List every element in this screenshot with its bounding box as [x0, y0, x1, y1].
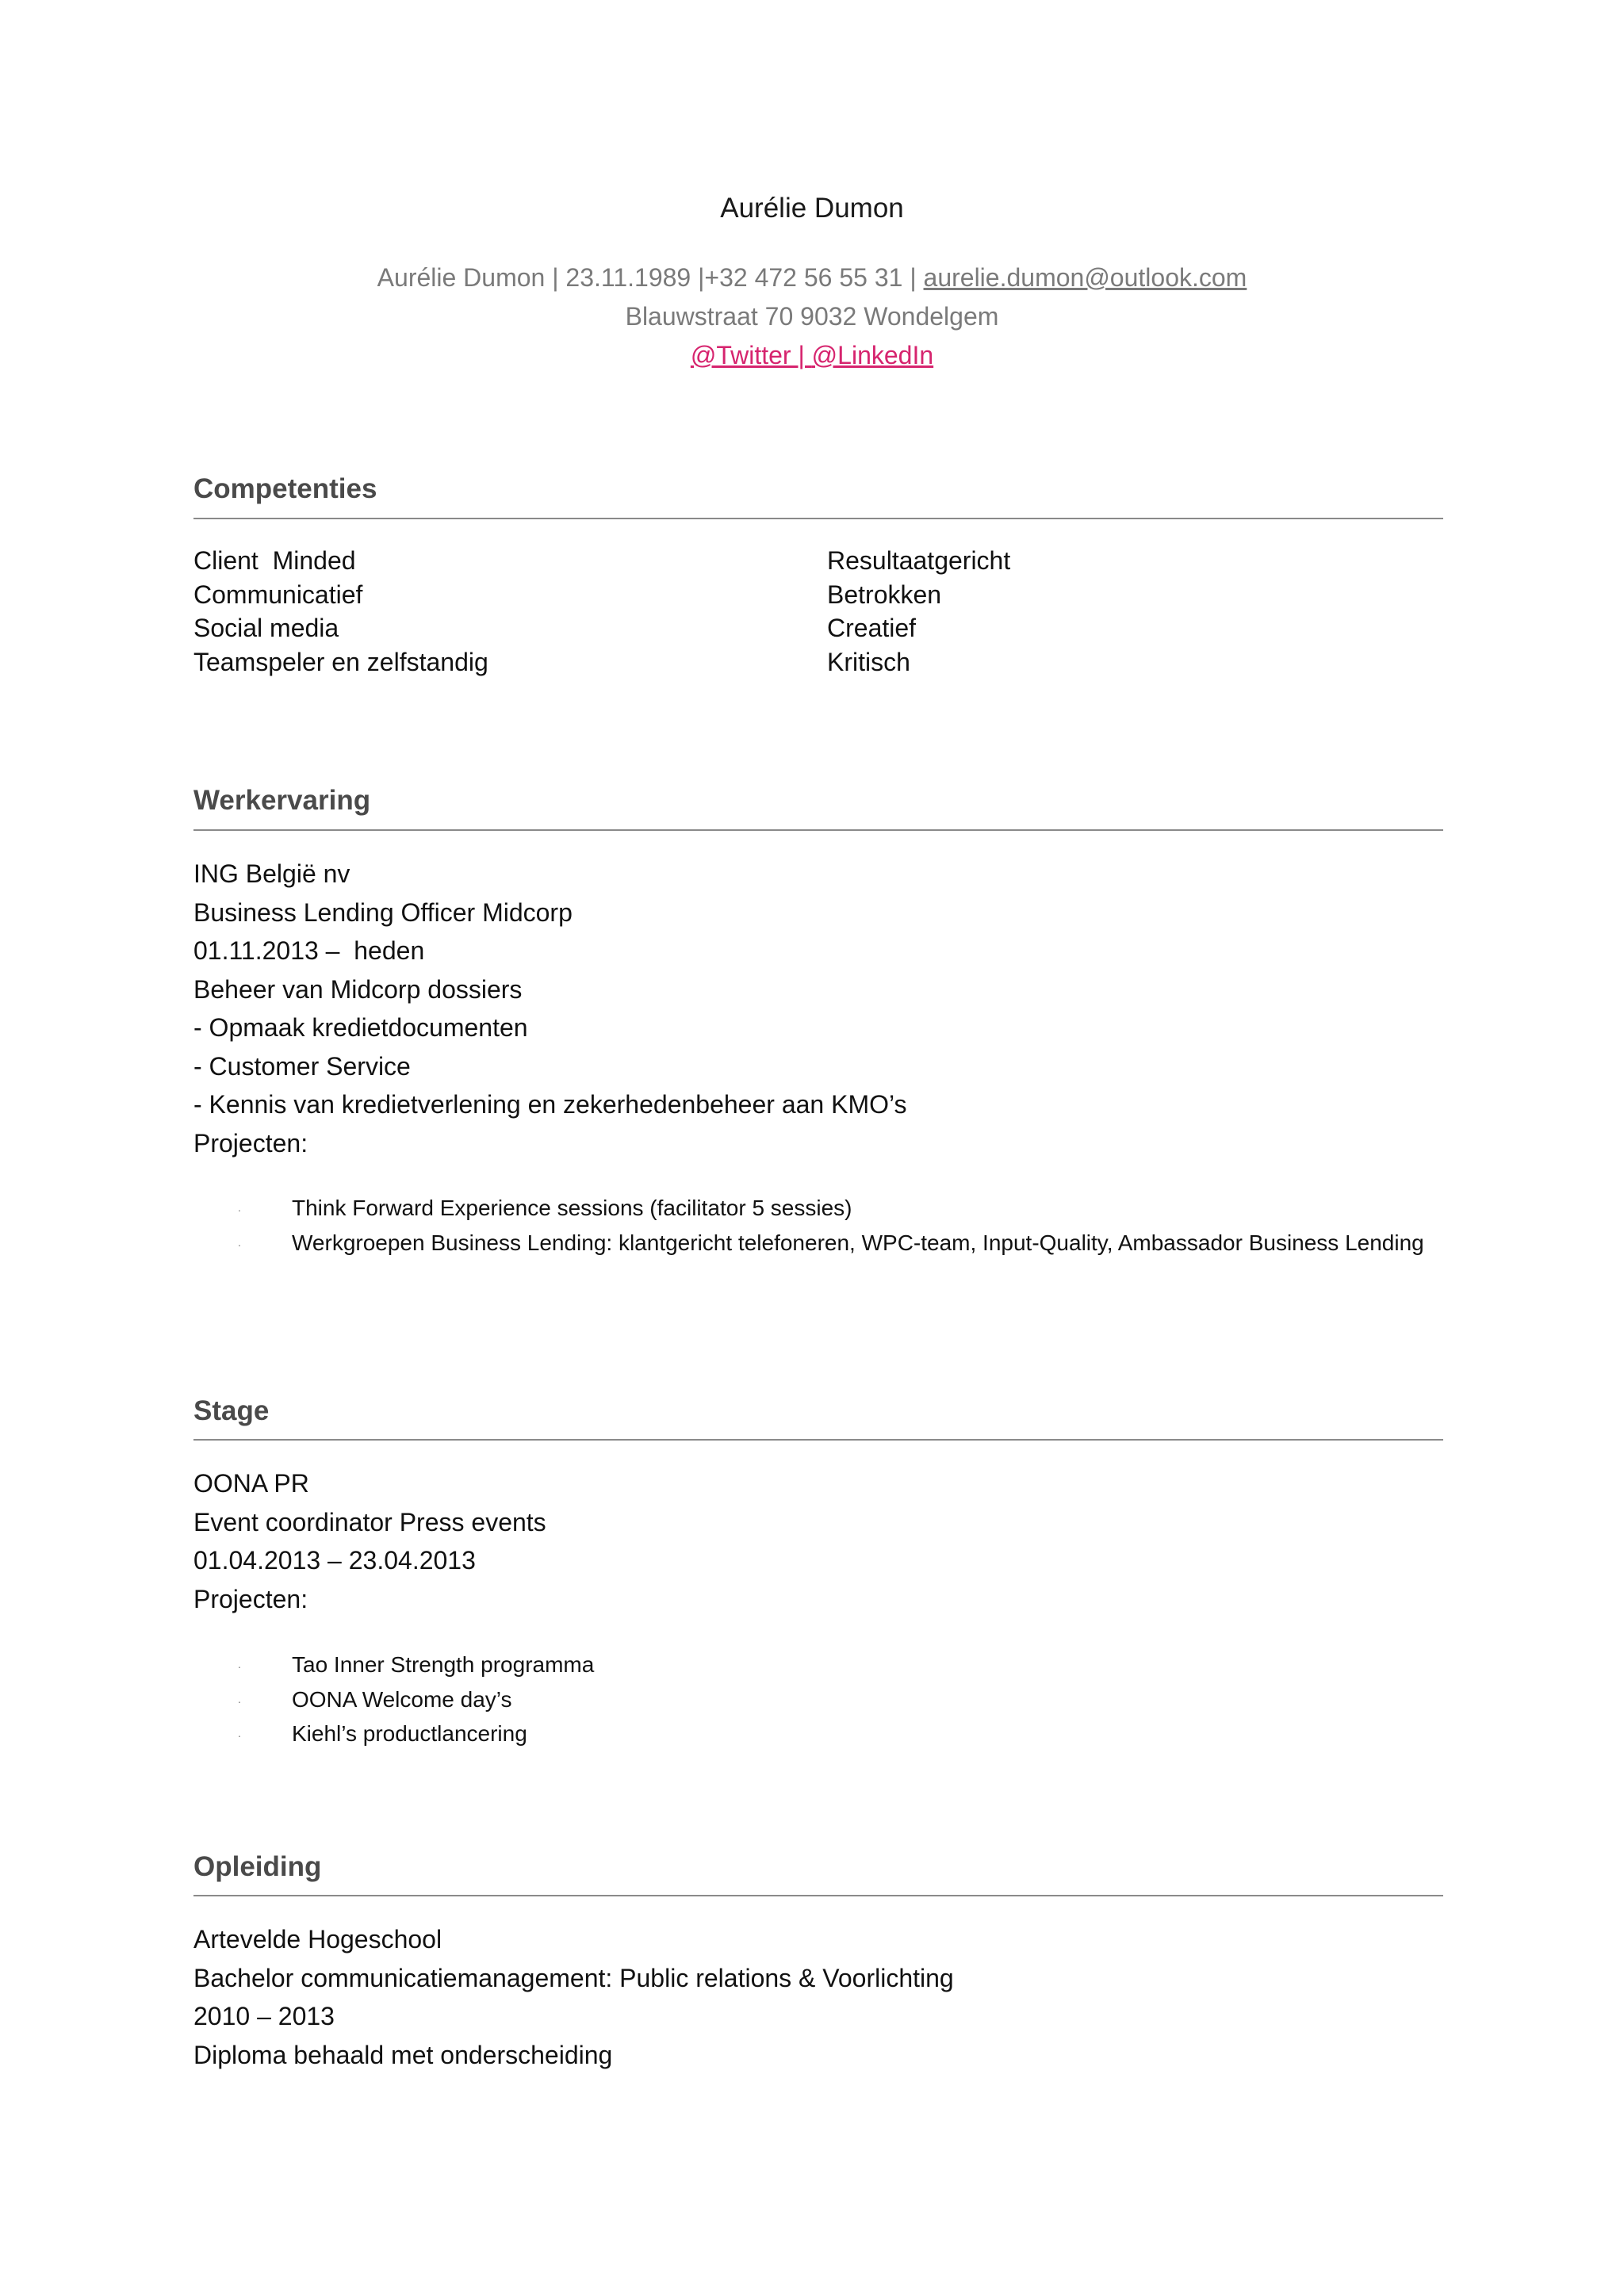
competentie-item: Resultaatgericht — [827, 546, 1011, 575]
competentie-item: Creatief — [827, 614, 917, 642]
link-separator: | — [798, 341, 812, 369]
competentie-item: Social media — [193, 614, 339, 642]
section-heading-stage: Stage — [193, 1395, 270, 1426]
list-item: . Think Forward Experience sessions (facilitator 5 sessies) — [238, 1191, 1434, 1226]
list-item: . Kiehl’s productlancering — [238, 1716, 1434, 1751]
page-title: Aurélie Dumon — [720, 193, 904, 224]
competentie-item: Teamspeler en zelfstandig — [193, 647, 488, 676]
degree-note: Diploma behaald met onderscheiding — [193, 2040, 613, 2069]
opleiding-details — [193, 1920, 954, 2074]
job-period: 01.04.2013 – 23.04.2013 — [193, 1546, 476, 1575]
stage-details — [193, 1464, 546, 1618]
linkedin-link[interactable]: @LinkedIn — [811, 341, 934, 369]
bullet-icon: . — [238, 1201, 241, 1214]
projects-label: Projecten: — [193, 1584, 308, 1613]
section-heading-werkervaring: Werkervaring — [193, 785, 371, 816]
bullet-icon: . — [238, 1235, 241, 1249]
job-description: Beheer van Midcorp dossiers — [193, 974, 523, 1004]
degree: Bachelor communicatiemanagement: Public relations & Voorlichting — [193, 1963, 954, 1992]
competentie-item: Client Minded — [193, 546, 356, 575]
bullet-icon: . — [238, 1692, 241, 1705]
job-task: - Opmaak kredietdocumenten — [193, 1013, 528, 1042]
list-item: . OONA Welcome day’s — [238, 1682, 1434, 1717]
projects-label: Projecten: — [193, 1128, 308, 1158]
contact-details: Aurélie Dumon | 23.11.1989 |+32 472 56 55 31 | — [377, 263, 924, 292]
bullet-icon: . — [238, 1658, 241, 1670]
bullet-icon: . — [238, 1727, 241, 1739]
job-title: Business Lending Officer Midcorp — [193, 897, 573, 927]
job-period: 01.11.2013 – heden — [193, 936, 425, 965]
list-item: . Tao Inner Strength programma — [238, 1647, 1434, 1682]
competentie-item: Communicatief — [193, 580, 363, 609]
competentie-item: Kritisch — [827, 647, 910, 676]
section-divider — [193, 1895, 1443, 1896]
werkervaring-details — [193, 855, 907, 1162]
job-task: - Customer Service — [193, 1051, 411, 1081]
employer-name: ING België nv — [193, 859, 350, 888]
twitter-link[interactable]: @Twitter — [690, 341, 799, 369]
social-links — [0, 341, 1624, 370]
competenties-left-column — [193, 544, 488, 679]
section-divider — [193, 1439, 1443, 1441]
section-divider — [193, 518, 1443, 519]
school-name: Artevelde Hogeschool — [193, 1925, 442, 1954]
werkervaring-projects — [238, 1191, 1434, 1260]
stage-projects — [238, 1647, 1434, 1751]
list-item: . Werkgroepen Business Lending: klantgericht telefoneren, WPC-team, Input-Quality, Ambassador Business Lending — [238, 1226, 1434, 1261]
address-line: Blauwstraat 70 9032 Wondelgem — [625, 302, 999, 331]
competenties-right-column — [827, 544, 1010, 679]
section-heading-opleiding: Opleiding — [193, 1851, 322, 1882]
section-heading-competenties: Competenties — [193, 473, 377, 504]
contact-line — [0, 263, 1624, 293]
section-divider — [193, 829, 1443, 831]
study-period: 2010 – 2013 — [193, 2002, 335, 2030]
employer-name: OONA PR — [193, 1469, 309, 1498]
job-title: Event coordinator Press events — [193, 1507, 546, 1536]
email-link[interactable]: aurelie.dumon@outlook.com — [923, 263, 1247, 292]
job-task: - Kennis van kredietverlening en zekerhedenbeheer aan KMO’s — [193, 1090, 907, 1119]
competentie-item: Betrokken — [827, 580, 942, 609]
